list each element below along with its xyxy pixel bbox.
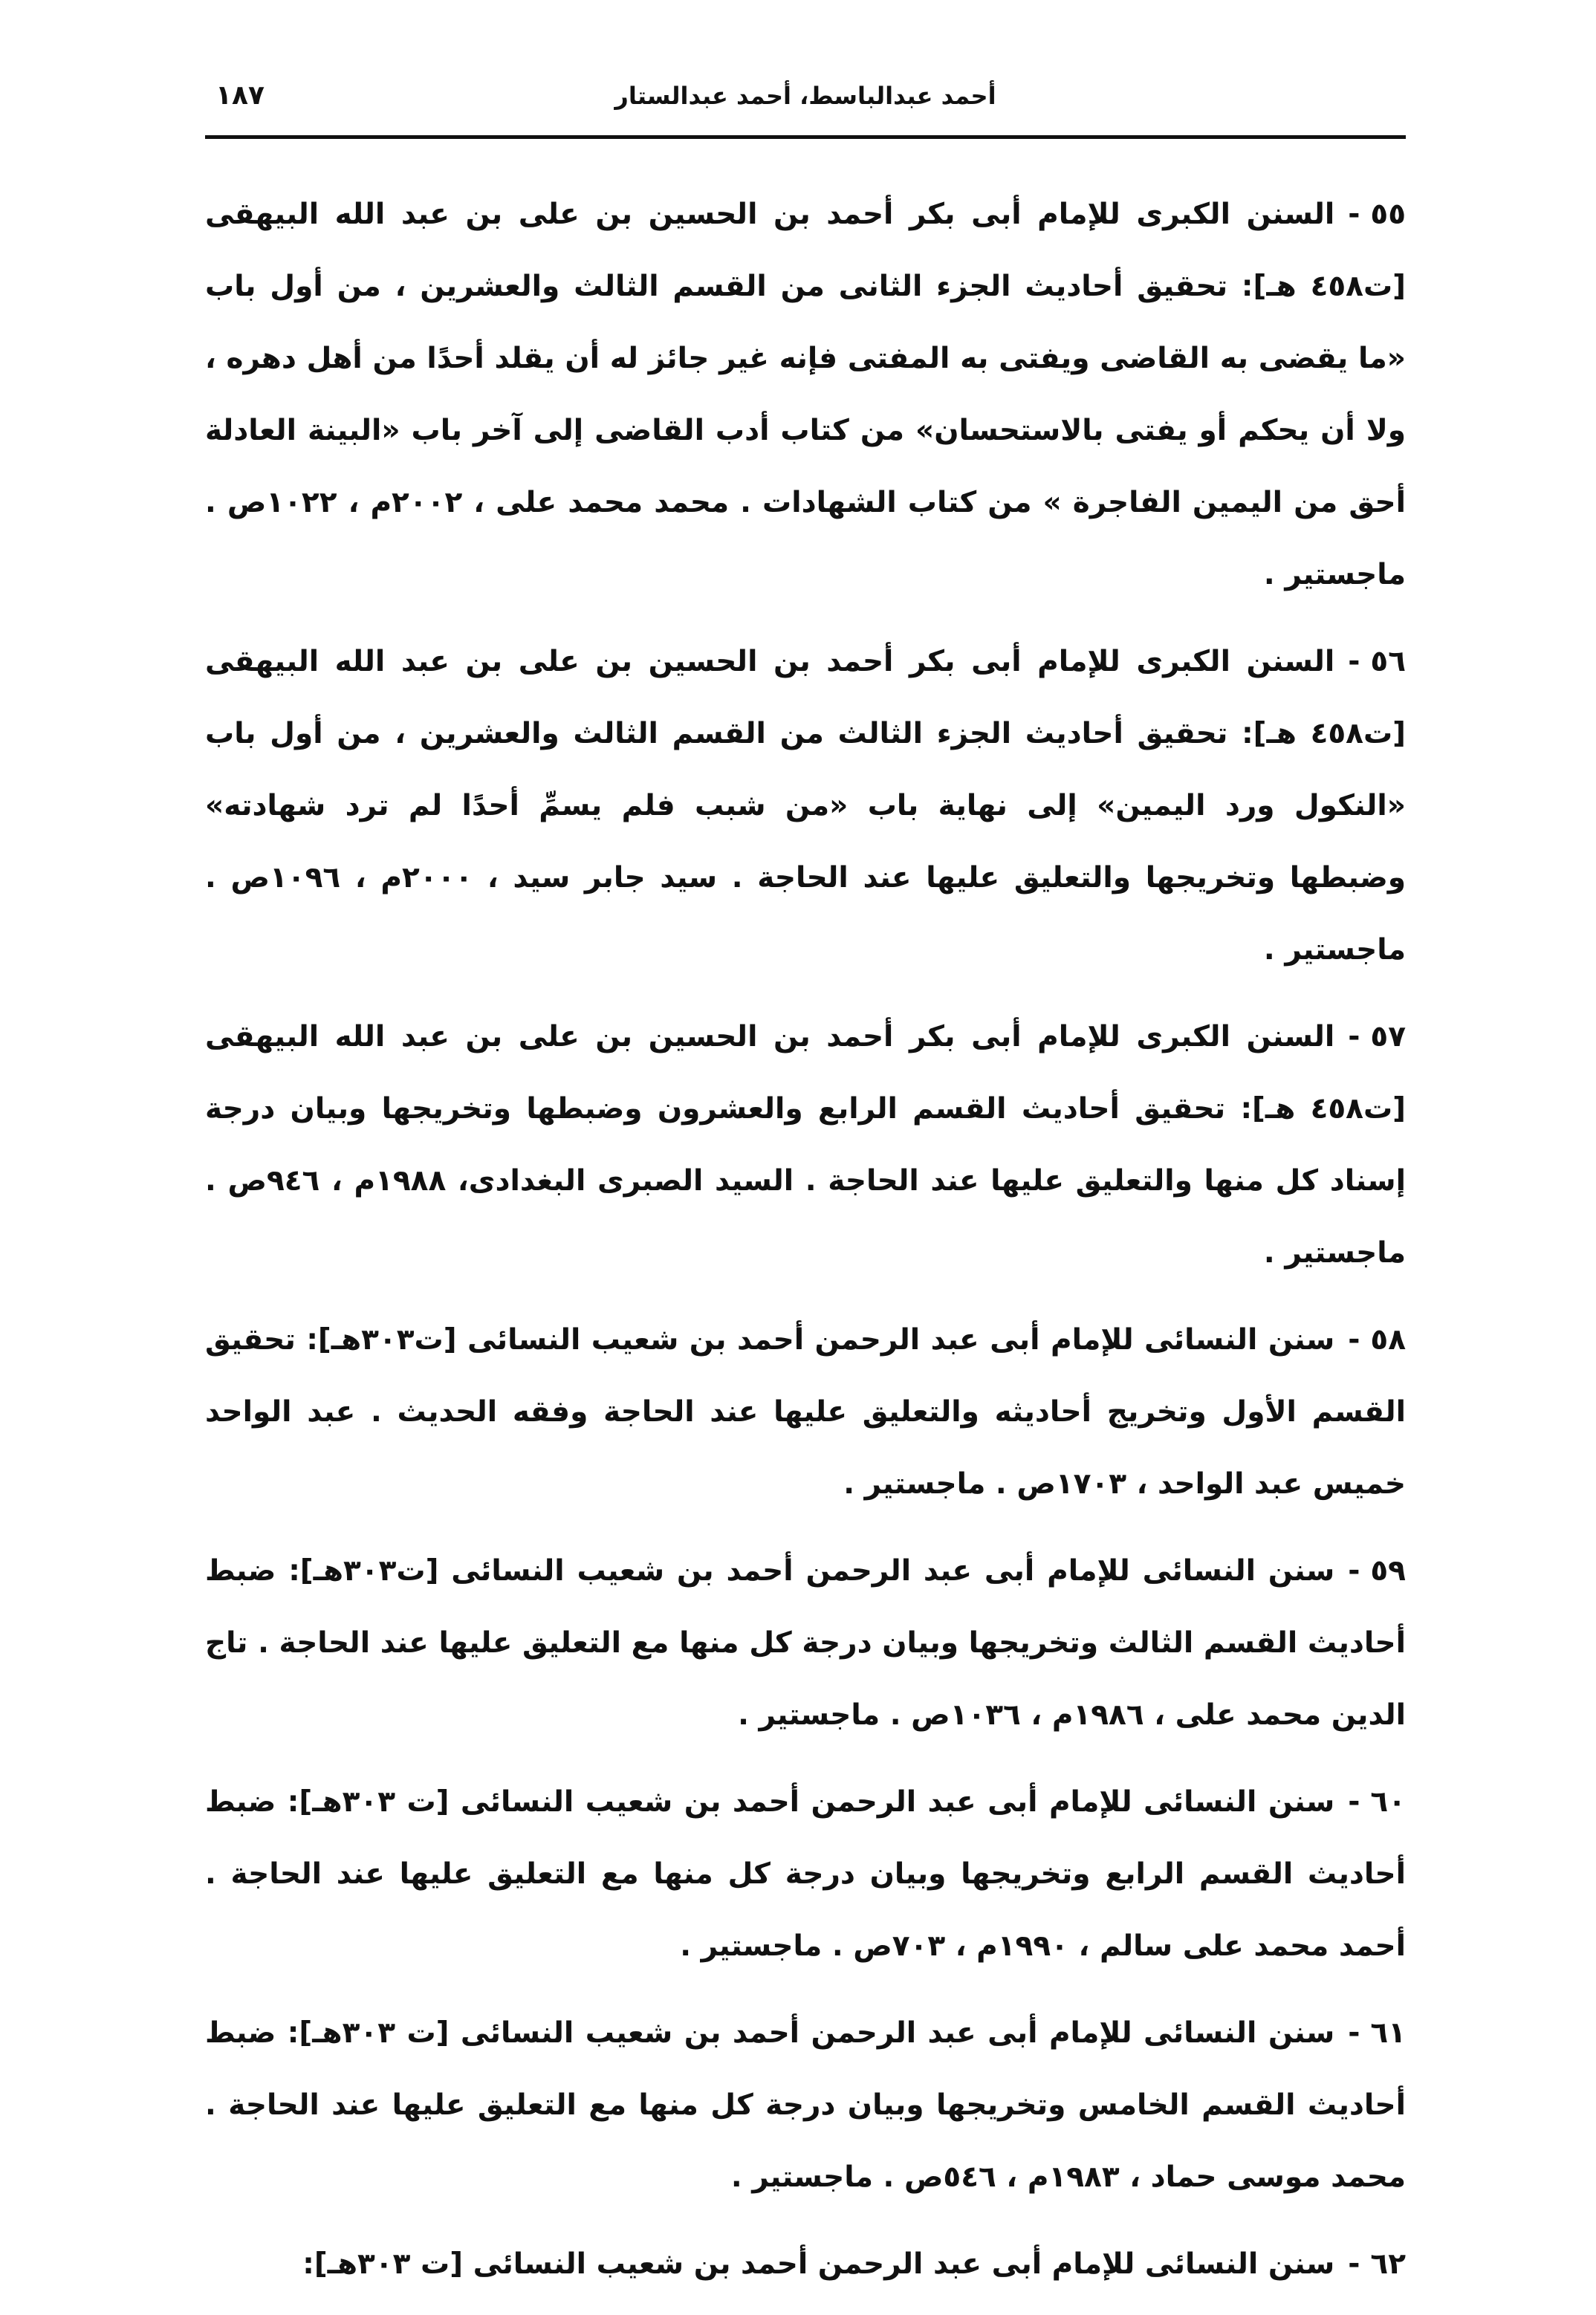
entry-dash: - — [1348, 2016, 1360, 2050]
entry-number: ٥٥ — [1370, 198, 1406, 231]
entry-text: سنن النسائى للإمام أبى عبد الرحمن أحمد بن شعيب النسائى [ت٣٠٣هـ]: تحقيق القسم الأول وتخريج أحاديثه والتعليق عليها عند الحاجة وفقه الحديث . عبد الواحد خميس عبد الواحد ، ١٧٠٣ص . ماجستير . — [205, 1323, 1406, 1501]
bibliography-entry-60 — [205, 1766, 1406, 1982]
bibliography-entry-56 — [205, 626, 1406, 986]
entry-dash: - — [1348, 1554, 1360, 1588]
entry-text: سنن النسائى للإمام أبى عبد الرحمن أحمد بن شعيب النسائى [ت ٣٠٣هـ]: ضبط أحاديث القسم الرابع وتخريجها وبيان درجة كل منها مع التعليق عليها عند الحاجة . أحمد محمد على سالم ، ١٩٩٠م ، ٧٠٣ص . ماجستير . — [205, 1785, 1406, 1963]
entry-number: ٥٧ — [1370, 1020, 1406, 1053]
bibliography-entry-61 — [205, 1997, 1406, 2213]
bibliography-entry-55 — [205, 178, 1406, 611]
entry-text: سنن النسائى للإمام أبى عبد الرحمن أحمد بن شعيب النسائى [ت ٣٠٣هـ]: — [302, 2247, 1335, 2281]
entry-number: ٥٩ — [1370, 1554, 1406, 1588]
entry-dash: - — [1348, 2247, 1360, 2281]
entry-number: ٥٨ — [1370, 1323, 1406, 1357]
entry-dash: - — [1348, 1020, 1360, 1053]
entry-number: ٥٦ — [1370, 645, 1406, 678]
bibliography-list — [205, 178, 1406, 2315]
entry-number: ٦١ — [1370, 2016, 1407, 2050]
entry-text: سنن النسائى للإمام أبى عبد الرحمن أحمد بن شعيب النسائى [ت ٣٠٣هـ]: ضبط أحاديث القسم الخامس وتخريجها وبيان درجة كل منها مع التعليق عليها عند الحاجة . محمد موسى حماد ، ١٩٨٣م ، ٥٤٦ص . ماجستير . — [205, 2016, 1406, 2194]
entry-dash: - — [1348, 1323, 1360, 1357]
entry-text: السنن الكبرى للإمام أبى بكر أحمد بن الحسين بن على بن عبد الله البيهقى [ت٤٥٨ هـ]: تحقيق أحاديث الجزء الثانى من القسم الثالث والعشرين ، من أول باب «ما يقضى به القاضى ويفتى به المفتى فإنه غير جائز له أن يقلد أحدًا من أهل دهره ، ولا أن يحكم أو يفتى بالاستحسان» من كتاب أدب القاضى إلى آخر باب «البينة العادلة أحق من اليمين الفاجرة » من كتاب الشهادات . محمد محمد على ، ٢٠٠٢م ، ١٠٢٢ص . ماجستير . — [205, 198, 1406, 591]
bibliography-entry-57 — [205, 1001, 1406, 1289]
entry-number: ٦٢ — [1370, 2247, 1406, 2281]
entry-dash: - — [1348, 1785, 1360, 1819]
entry-text: السنن الكبرى للإمام أبى بكر أحمد بن الحسين بن على بن عبد الله البيهقى [ت٤٥٨ هـ]: تحقيق أحاديث القسم الرابع والعشرون وضبطها وتخريجها وبيان درجة إسناد كل منها والتعليق عليها عند الحاجة . السيد الصبرى البغدادى، ١٩٨٨م ، ٩٤٦ص . ماجستير . — [205, 1020, 1406, 1270]
entry-number: ٦٠ — [1370, 1785, 1407, 1819]
page-number: ١٨٧ — [215, 80, 265, 111]
entry-dash: - — [1348, 645, 1360, 678]
bibliography-entry-58 — [205, 1304, 1406, 1520]
entry-text: السنن الكبرى للإمام أبى بكر أحمد بن الحسين بن على بن عبد الله البيهقى [ت٤٥٨ هـ]: تحقيق أحاديث الجزء الثالث من القسم الثالث والعشرين ، من أول باب «النكول ورد اليمين» إلى نهاية باب «من شبب فلم يسمِّ أحدًا لم ترد شهادته» وضبطها وتخريجها والتعليق عليها عند الحاجة . سيد جابر سيد ، ٢٠٠٠م ، ١٠٩٦ص . ماجستير . — [205, 645, 1407, 967]
bibliography-entry-59 — [205, 1535, 1406, 1751]
entry-text: سنن النسائى للإمام أبى عبد الرحمن أحمد بن شعيب النسائى [ت٣٠٣هـ]: ضبط أحاديث القسم الثالث وتخريجها وبيان درجة كل منها مع التعليق عليها عند الحاجة . تاج الدين محمد على ، ١٩٨٦م ، ١٠٣٦ص . ماجستير . — [205, 1554, 1406, 1732]
entry-dash: - — [1348, 198, 1360, 231]
bibliography-entry-62 — [205, 2228, 1406, 2300]
running-header — [205, 71, 1406, 139]
header-title: أحمد عبدالباسط، أحمد عبدالستار — [614, 82, 996, 110]
